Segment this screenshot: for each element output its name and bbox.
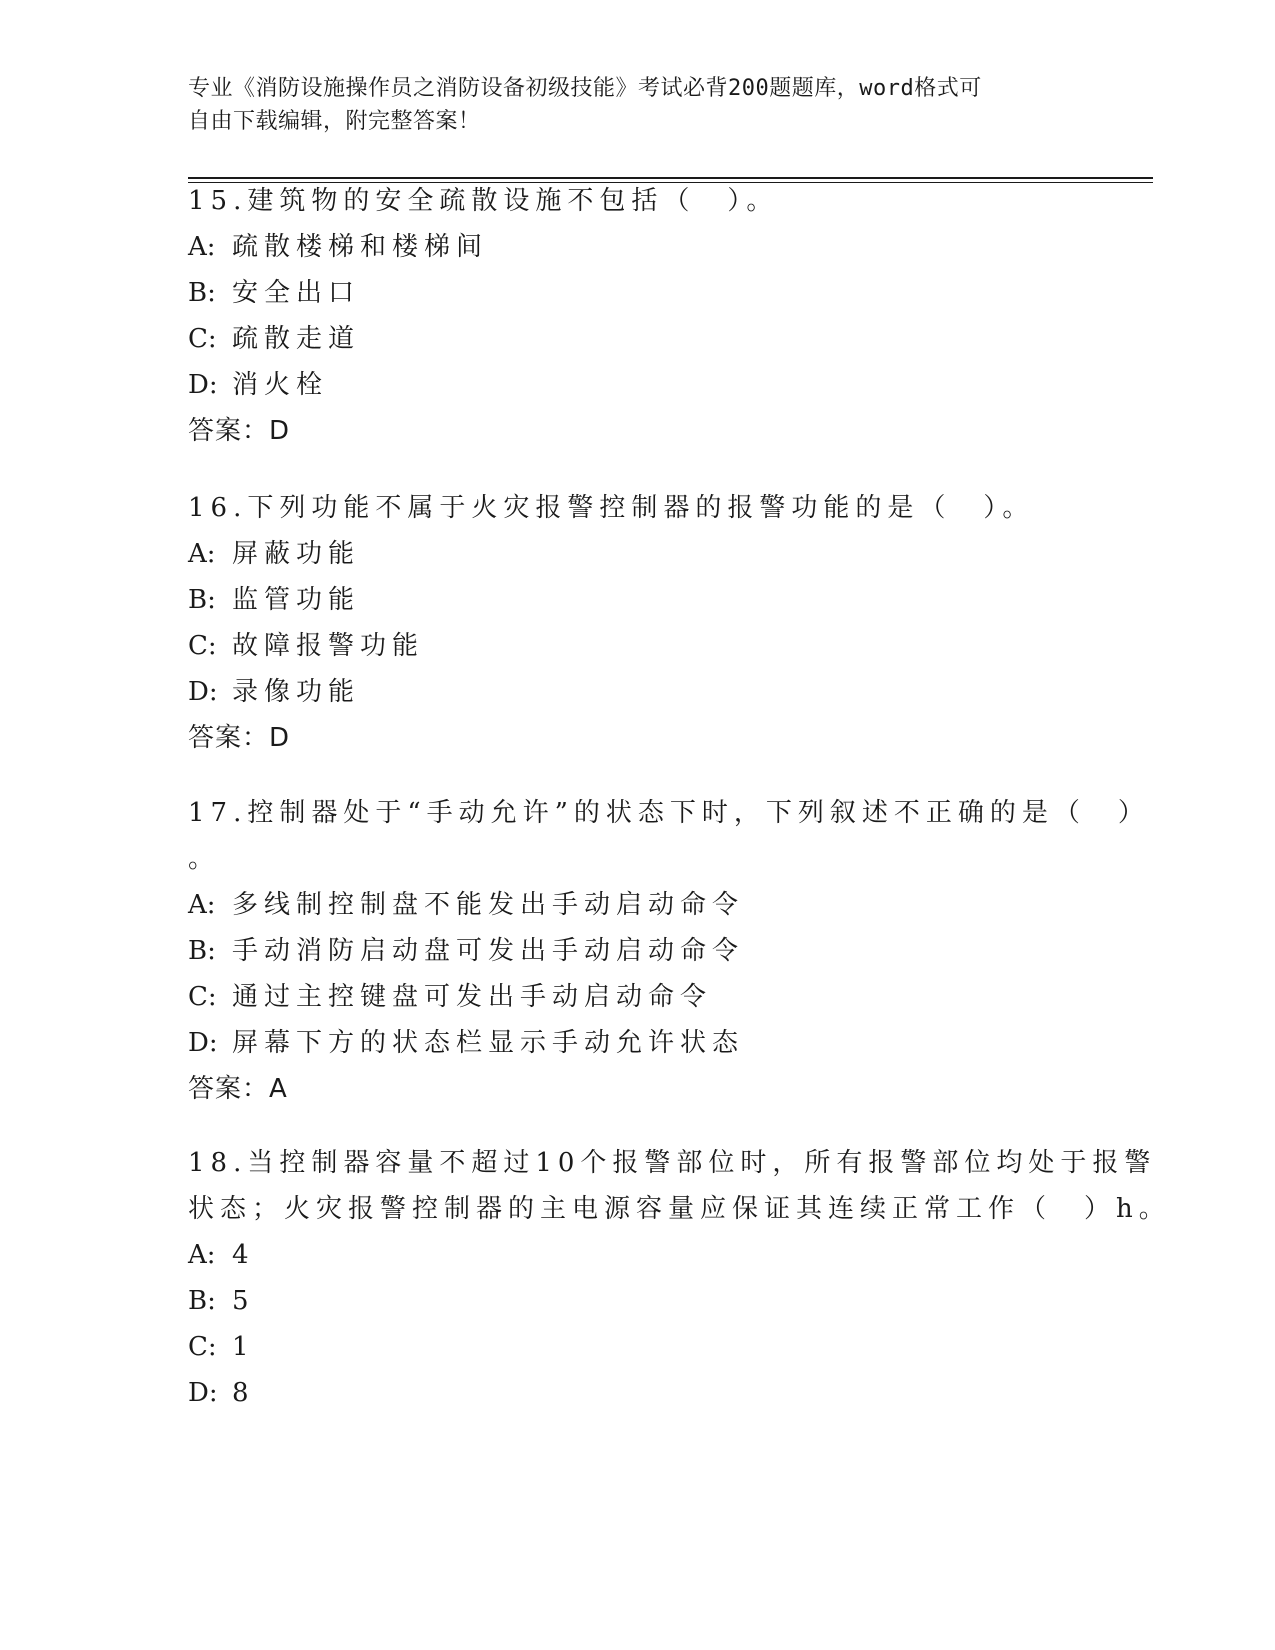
option-b: B: 5 [188,1286,255,1316]
option-d: D: 屏幕下方的状态栏显示手动允许状态 [188,1028,745,1058]
question-stem-line-2: 状态；火灾报警控制器的主电源容量应保证其连续正常工作（ ）h。 [188,1194,1171,1224]
header-line-2: 自由下载编辑，附完整答案！ [188,109,481,134]
question-stem: 16.下列功能不属于火灾报警控制器的报警功能的是（ ）。 [188,493,1035,523]
answer: 答案：D [188,416,291,446]
question-17 [188,790,1150,1112]
option-d: D: 录像功能 [188,677,361,707]
question-stem: 15.建筑物的安全疏散设施不包括（ ）。 [188,186,779,216]
question-stem-line-2: 。 [188,844,221,874]
question-15 [188,178,1068,454]
answer: 答案：A [188,1074,288,1104]
option-b: B: 监管功能 [188,585,361,615]
document-header [188,72,1068,138]
question-stem-line-1: 17.控制器处于“手动允许”的状态下时，下列叙述不正确的是（ ） [188,798,1150,828]
option-a: A: 4 [188,1240,255,1270]
option-c: C: 故障报警功能 [188,631,425,661]
option-d: D: 8 [188,1378,255,1408]
option-a: A: 疏散楼梯和楼梯间 [188,232,489,262]
option-a: A: 屏蔽功能 [188,539,361,569]
question-16 [188,485,1068,761]
question-18 [188,1140,1171,1416]
question-stem-line-1: 18.当控制器容量不超过10个报警部位时，所有报警部位均处于报警 [188,1148,1157,1178]
option-b: B: 手动消防启动盘可发出手动启动命令 [188,936,745,966]
option-c: C: 疏散走道 [188,324,361,354]
option-a: A: 多线制控制盘不能发出手动启动命令 [188,890,745,920]
option-b: B: 安全出口 [188,278,361,308]
answer: 答案：D [188,723,291,753]
option-d: D: 消火栓 [188,370,329,400]
option-c: C: 通过主控键盘可发出手动启动命令 [188,982,713,1012]
header-line-1: 专业《消防设施操作员之消防设备初级技能》考试必背200题题库，word格式可 [188,76,982,101]
option-c: C: 1 [188,1332,255,1362]
